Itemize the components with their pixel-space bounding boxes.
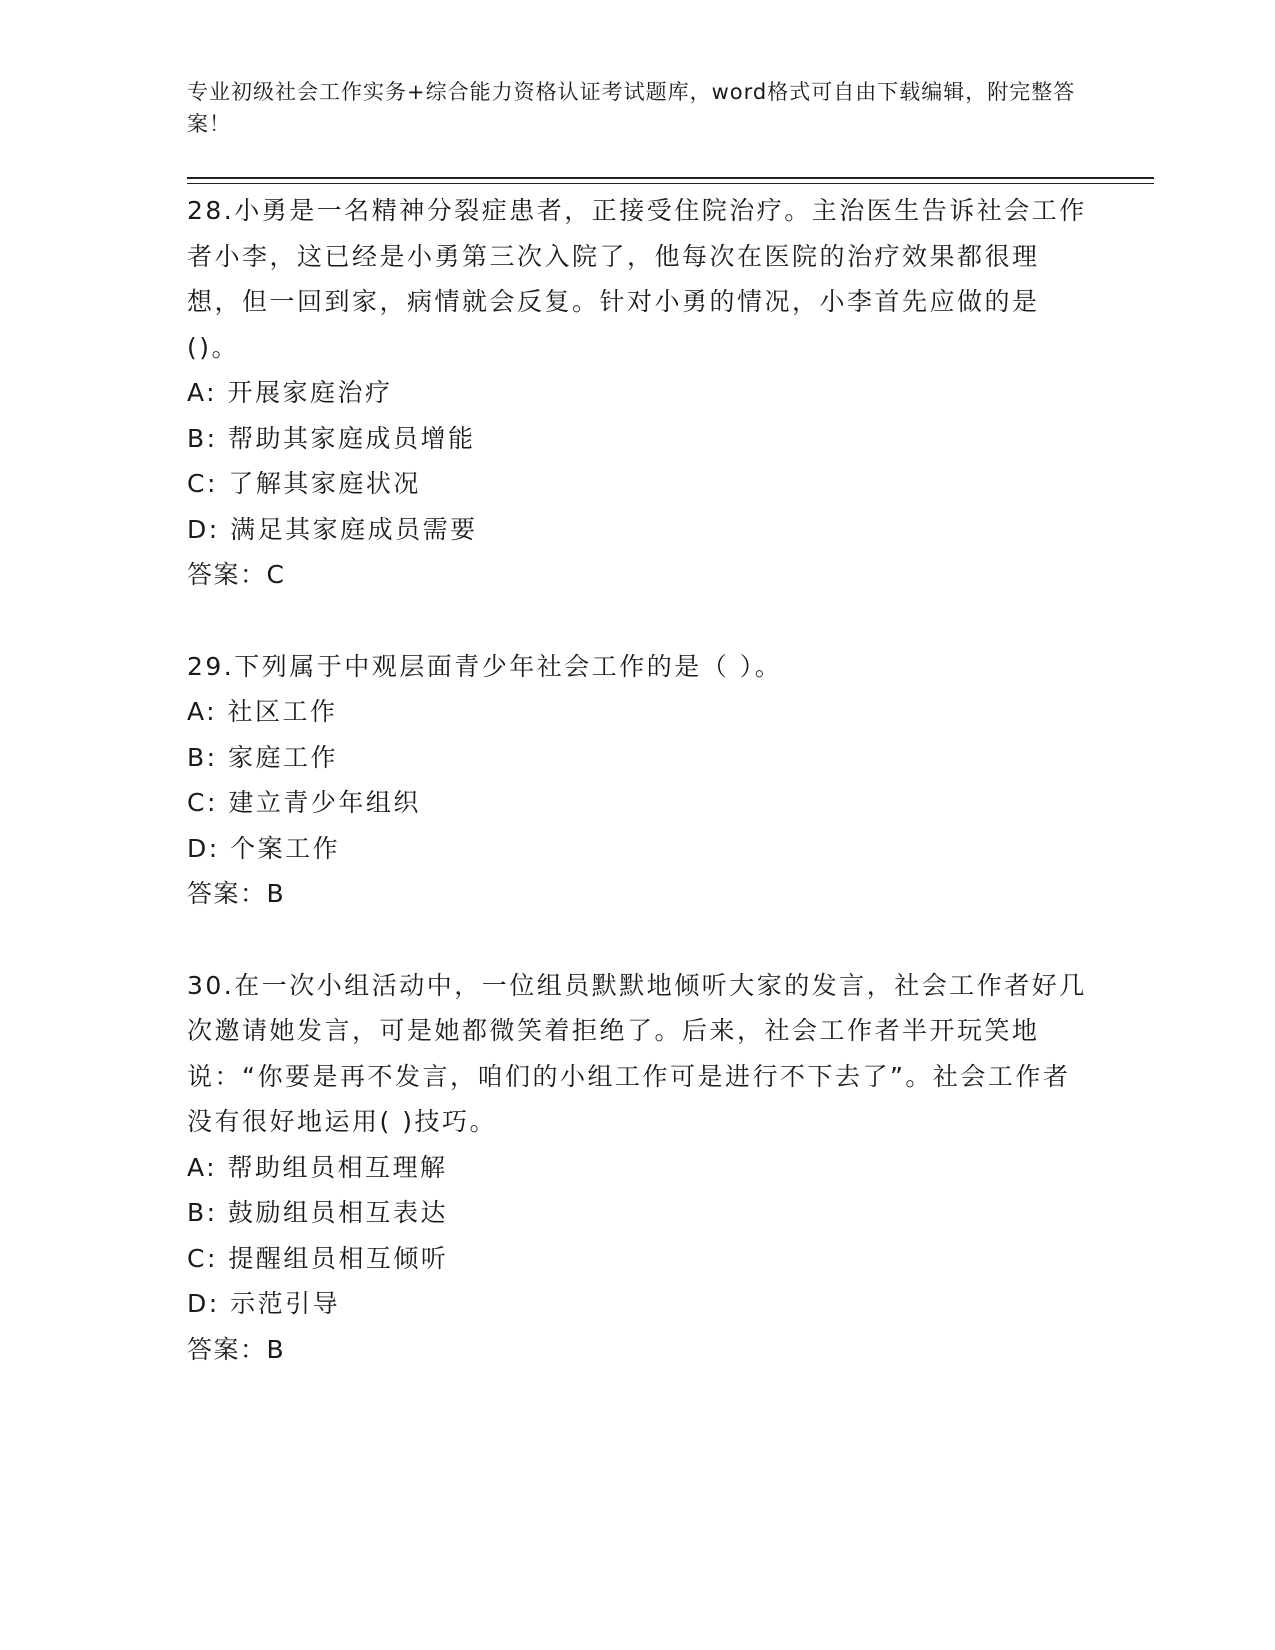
question-list [187,188,1087,1418]
option-text: 建立青少年组织 [228,788,421,817]
answer: 答案：C [187,560,286,589]
option-text: 提醒组员相互倾听 [228,1243,449,1273]
option-text: 鼓励组员相互表达 [228,1198,449,1227]
option-letter: D: [187,833,220,863]
option-b [187,735,1087,781]
option-b [187,416,1087,462]
answer: 答案：B [187,1334,286,1364]
option-text: 个案工作 [230,833,341,863]
option-c [187,780,1087,826]
option-text: 满足其家庭成员需要 [230,514,478,544]
option-d [187,507,1087,553]
option-a [187,370,1087,416]
option-letter: D: [187,514,220,544]
option-letter: D: [187,1289,220,1318]
document-header: 专业初级社会工作实务+综合能力资格认证考试题库，word格式可自由下载编辑，附完整答案！ [187,80,1076,136]
answer: 答案：B [187,879,286,908]
option-letter: A: [187,1152,218,1182]
option-d [187,1281,1087,1327]
header-rule [187,177,1154,179]
option-c [187,461,1087,507]
question-30 [187,963,1087,1373]
option-text: 社区工作 [227,697,338,726]
option-d [187,826,1087,872]
option-text: 帮助其家庭成员增能 [228,423,476,453]
option-letter: B: [187,1198,218,1227]
question-28 [187,188,1087,598]
question-stem: 28.小勇是一名精神分裂症患者，正接受住院治疗。主治医生告诉社会工作者小李，这已经是小勇第三次入院了，他每次在医院的治疗效果都很理想，但一回到家，病情就会反复。针对小勇的情况，小李首先应做的是()。 [187,196,1087,362]
option-text: 了解其家庭状况 [228,469,421,498]
question-stem: 29.下列属于中观层面青少年社会工作的是（ ）。 [187,651,783,681]
option-text: 示范引导 [230,1289,341,1318]
question-stem: 30.在一次小组活动中，一位组员默默地倾听大家的发言，社会工作者好几次邀请她发言，可是她都微笑着拒绝了。后来，社会工作者半开玩笑地说：“你要是再不发言，咱们的小组工作可是进行不下去了”。社会工作者没有很好地运用( )技巧。 [187,970,1087,1136]
option-b [187,1190,1087,1236]
option-text: 开展家庭治疗 [227,378,393,407]
option-letter: C: [187,788,218,817]
option-letter: C: [187,469,218,498]
option-letter: A: [187,378,218,407]
option-letter: B: [187,423,218,453]
option-a [187,1145,1087,1191]
header-rule-thin [187,183,1154,184]
option-letter: A: [187,697,218,726]
option-letter: B: [187,742,218,772]
option-letter: C: [187,1243,218,1273]
option-a [187,689,1087,735]
option-c [187,1236,1087,1282]
option-text: 家庭工作 [228,742,339,772]
question-29 [187,644,1087,917]
option-text: 帮助组员相互理解 [227,1152,448,1182]
